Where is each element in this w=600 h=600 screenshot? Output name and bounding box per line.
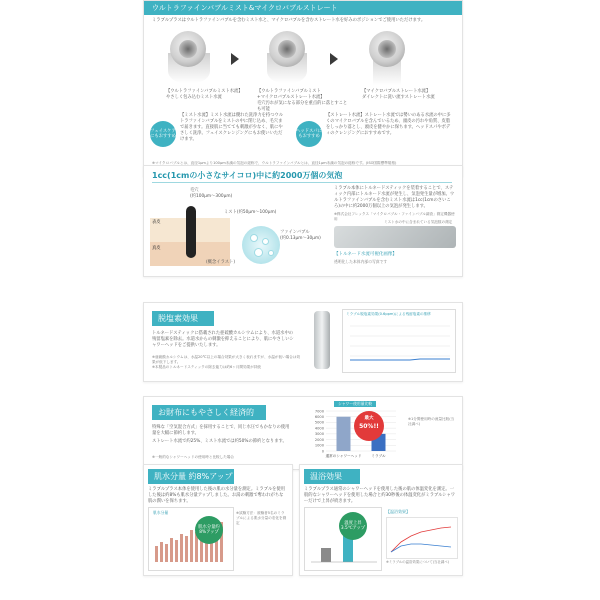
footnote: ※マイクロバブルとは、直径1μmより100μm未満の気泡の総称で、ウルトラファインバブルとは、直径1μm未満の気泡の総称です。(ISO国際標準規格): [152, 161, 397, 165]
economy-heading: お財布にもやさしく経済的: [152, 405, 266, 420]
shower-head-image-2: [269, 31, 305, 67]
bubble-heading: 1cc(1cmの小さなサイコロ)中に約2000万個の気泡: [152, 171, 343, 180]
mist-size-label: ミスト(約50μm〜100μm): [224, 210, 277, 215]
bubble-note-1: ※株式会社フレックス「マイクロバブル・ファインバブル調査」測定機器使用: [334, 212, 455, 221]
shower-head-image-1: [170, 31, 206, 67]
heading-underline: [152, 182, 452, 183]
usage-chart-title: シャワー使用量比較: [334, 401, 376, 407]
warmth-panel: [299, 464, 463, 576]
usage-bar: [337, 417, 351, 451]
fine-bubble-dot: [250, 234, 258, 242]
economy-note: ※一般的なシャワーヘッドの使用時と比較した場合: [152, 455, 235, 459]
mode-label-1-sub: やさしく包み込むミスト水流: [166, 95, 222, 100]
face-care-badge: フェイスケアにもおすすめ: [150, 121, 176, 147]
fine-bubble-size: (約0.13μm〜30μm): [280, 236, 321, 241]
shower-head-image-3: [369, 31, 405, 67]
mist-bubble: [242, 226, 280, 264]
usage-ytick-label: 0: [321, 449, 324, 454]
fine-bubble-title: ファインバブル: [280, 230, 310, 235]
moisture-panel: [143, 464, 293, 576]
fine-bubble-dot: [268, 250, 274, 256]
head-spa-badge: ヘッドスパにもおすすめ: [296, 121, 322, 147]
dechlor-chart-plot: [346, 320, 452, 368]
usage-ytick-label: 1000: [314, 443, 324, 448]
mode-label-2: [257, 89, 349, 113]
moisture-small-note: ※試験方法：被験者5名のミラブルによる肌水分量の変化を測定: [236, 511, 287, 525]
fine-bubble-label: [280, 230, 321, 242]
hair-follicle: [186, 206, 196, 258]
mist-straight-panel: [143, 0, 463, 177]
moisture-description: ミラブルプラス本体を使用した後の肌の水分量を測定。ミラブルを使用した後は約8%も肌水分量アップしました。お湯の刺激で奪われがちな肌の潤いを保ちます。: [148, 487, 286, 504]
usage-legend: ※1分間使用時の流量比較(当社調べ): [408, 417, 455, 426]
moisture-heading: 肌水分量 約8%アップ: [148, 469, 234, 484]
usage-ytick-label: 2000: [314, 437, 324, 442]
moisture-badge: 肌水分量約8%アップ: [195, 516, 223, 544]
savings-callout-line1: 最大: [364, 416, 374, 421]
savings-callout-line2: 50%!!: [359, 423, 379, 430]
mode-label-3-title: 【マイクロバブルストレート水流】: [362, 89, 431, 94]
fine-bubble-dot: [254, 248, 263, 257]
fine-bubble-dot: [262, 238, 269, 245]
mist-description: 【ミスト水流】ミスト水流は優れた洗浄力を持つウルトラファインバブルをミストの中に閉じ込め、毛穴まで届きます。直接肌に当てても刺激が少なく、肌にやさしく洗浄。フェイスクレンジングにもお使いいただけます。: [180, 113, 283, 142]
straight-description: 【ストレート水流】ストレート水流では勢いのある水流の中に多くのマイクロバブルを含んでいるため、頭皮の汚れや角質、皮脂をしっかり落とし、頭皮を健やかに保ちます。ヘッドスパやボディのクレンジングにおすすめです。: [326, 113, 451, 136]
mist-straight-header: ウルトラファインバブルミスト&マイクロバブルストレート: [144, 1, 462, 15]
mode-label-3-sub: ダイレクトに洗い流すストレート水流: [362, 95, 435, 100]
usage-category-label: 通常のシャワーヘッド: [325, 454, 362, 458]
warmth-line-chart: [386, 517, 458, 559]
dechlor-chart-title: ミラブル脱塩素効果(0.6ppm)による残留塩素の推移: [346, 312, 431, 316]
illustration-caption: (概念イラスト): [206, 260, 236, 265]
bubble-count-panel: [143, 165, 463, 277]
mode-label-3: [362, 89, 454, 101]
next-arrow-icon: [231, 53, 239, 65]
economy-description-2: ストレート水流で約25%、ミスト水流では約50%の節約となります。: [152, 439, 287, 444]
usage-ytick-label: 3000: [314, 432, 324, 437]
mode-label-2-title: 【ウルトラファインバブルミスト: [257, 89, 321, 94]
dechlor-chart: [342, 309, 456, 373]
warmth-badge: 温度上昇3.5℃アップ: [339, 512, 367, 540]
mode-label-1-title: 【ウルトラファインバブルミスト水流】: [166, 89, 243, 94]
mist-straight-intro: ミラブルプラスはウルトラファインバブルを含むミスト水と、マイクロバブルを含むストレート水を好みのポジションでご使用いただけます。: [152, 18, 426, 23]
warmth-chart-title: 【温浴効果】: [386, 509, 410, 514]
skin-label-epidermis: 表皮: [152, 220, 161, 225]
bubble-note-2: ミスト水の中に含まれている気泡数の測定: [384, 220, 453, 224]
pore-label-size: (約100μm〜300μm): [190, 194, 233, 199]
pore-label-title: 毛穴: [190, 188, 199, 193]
tornado-caption: 【トルネード水流可視化画像】: [334, 252, 397, 257]
usage-ytick-label: 5000: [314, 420, 324, 425]
warmth-chart: [304, 507, 382, 571]
dechlor-note: ※亜硫酸カルシウムは、水温20℃以上の場合効果が大きく表れますが、水温が低い場合は効果が低下します。: [152, 355, 301, 364]
warmth-small-note: ※ミラブルの温浴効果について(当社調べ): [386, 560, 449, 564]
bubble-description: ミラブル本体にトルネードスティックを装着することで、スティック内部にトルネード水流が発生し、気泡発生量が増加。ウルトラファインバブルを含むミスト水流は1cc(1cmのさいころ)の中に約2000万個以上の気泡が発生します。: [334, 186, 455, 209]
skin-label-dermis: 真皮: [152, 246, 161, 251]
usage-chart: [304, 401, 402, 465]
moisture-chart: [148, 507, 234, 571]
tornado-stick-image: [314, 311, 330, 369]
moisture-chart-label: 肌水分量: [153, 510, 169, 515]
usage-chart-plot: [304, 407, 402, 465]
dechlor-panel: [143, 302, 463, 382]
pore-label: [190, 188, 232, 200]
economy-panel: [143, 396, 463, 470]
economy-description: 特殊な「空気混合方式」を採用することで、同じ水圧でもかなりの使用量を大幅に節約します。: [152, 425, 290, 436]
usage-ytick-label: 4000: [314, 426, 324, 431]
usage-ytick-label: 6000: [314, 415, 324, 420]
warmth-line-plot: [387, 518, 457, 558]
warmth-heading: 温浴効果: [304, 469, 360, 484]
dechlor-heading: 脱塩素効果: [152, 311, 214, 326]
dechlor-note-2: ※本製品のトルネードスティックの除去能力は約6ヶ月間効果が持続: [152, 365, 262, 369]
skin-illustration: [150, 188, 321, 270]
dechlor-line: [350, 359, 450, 360]
mode-label-2-sub: +マイクロバブルストレート水流】: [257, 95, 325, 100]
tornado-flow-photo: [334, 226, 456, 248]
dechlor-description: トルネードスティックに搭載された亜硫酸カルシウムにより、水道水中の残留塩素を除去。水道水からの刺激を抑えることにより、肌にやさしいシャワーヘッドをご提供いたします。: [152, 331, 294, 348]
warmth-description: ミラブルプラス通常のシャワーヘッドを使用した後の肌の体温変化を測定。一般的なシャワーヘッドを使用した場合と約30秒後の体温変化がミラブルシャワーだけで上昇が続きます。: [304, 487, 456, 504]
mode-label-1: [166, 89, 246, 101]
mode-label-2-note: 毛穴汚れが気になる部分を重点的に落とすことも可能: [257, 101, 348, 112]
savings-callout: [354, 411, 384, 441]
usage-ytick-label: 7000: [314, 409, 324, 414]
usage-category-label: ミラブル: [371, 454, 386, 458]
tornado-sub: 透明化した本体内部の写真です: [334, 259, 388, 264]
next-arrow-icon: [330, 53, 338, 65]
